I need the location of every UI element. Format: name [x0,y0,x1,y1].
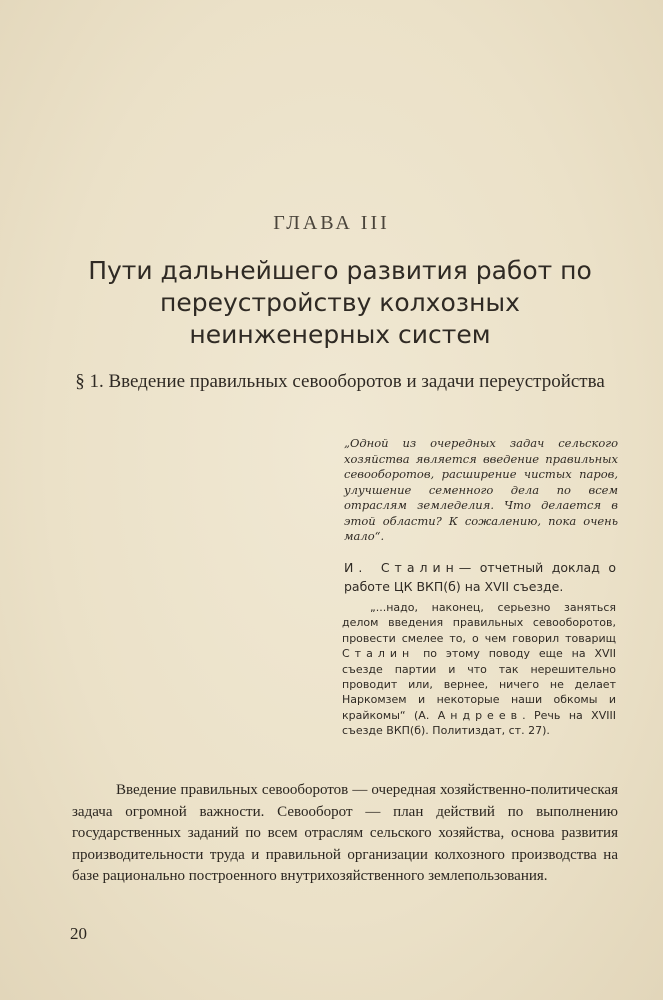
epigraph-author: И. Сталин [344,560,459,575]
quote-text-end: . Речь на XVIII съезде ВКП(б). Политиздат, ст. 27). [342,708,616,738]
chapter-title: Пути дальнейшего развития работ по переустройству колхозных неинженерных систем [88,256,592,349]
quote-text-start: „...надо, наконец, серьезно заняться делом введения правильных севооборотов, провести смелее то, о чем говорил товарищ [342,601,616,645]
epigraph-source-text: — отчетный доклад о работе ЦК ВКП(б) на XVII съезде. [344,560,616,594]
epigraph-quote: „Одной из очередных задач сельского хозяйства является введение правильных севооборотов, расширение чистых паров, улучшение семенного дела по всем отраслям земледелия. Что делается в этой области? К сожалению, пока очень мало“. [344,436,618,543]
body-paragraph: Введение правильных севооборотов — очередная хозяйственно-политическая задача огромной важности. Севооборот — план действий по выполнению государственных заданий по всем отраслям сельского хозяйства, основа развития производительности труда и правильной организации колхозного производства на базе рационально построенного внутрихозяйственного землепользования. [72,782,618,884]
quote-name-andreev: Андреев [437,708,523,722]
chapter-label: ГЛАВА III [273,212,390,234]
secondary-quote [342,600,616,739]
page-number: 20 [70,924,87,943]
quote-text-mid: по этому поводу еще на XVII съезде партии и что так нерешительно проводит или, вернее, ничего не делает Наркомзем и некоторые наши обкомы и крайкомы“ (А. [342,647,616,722]
quote-name-stalin: Сталин [342,647,415,661]
section-heading: § 1. Введение правильных севооборотов и задачи переустройства [75,371,605,392]
epigraph-source [344,558,616,596]
